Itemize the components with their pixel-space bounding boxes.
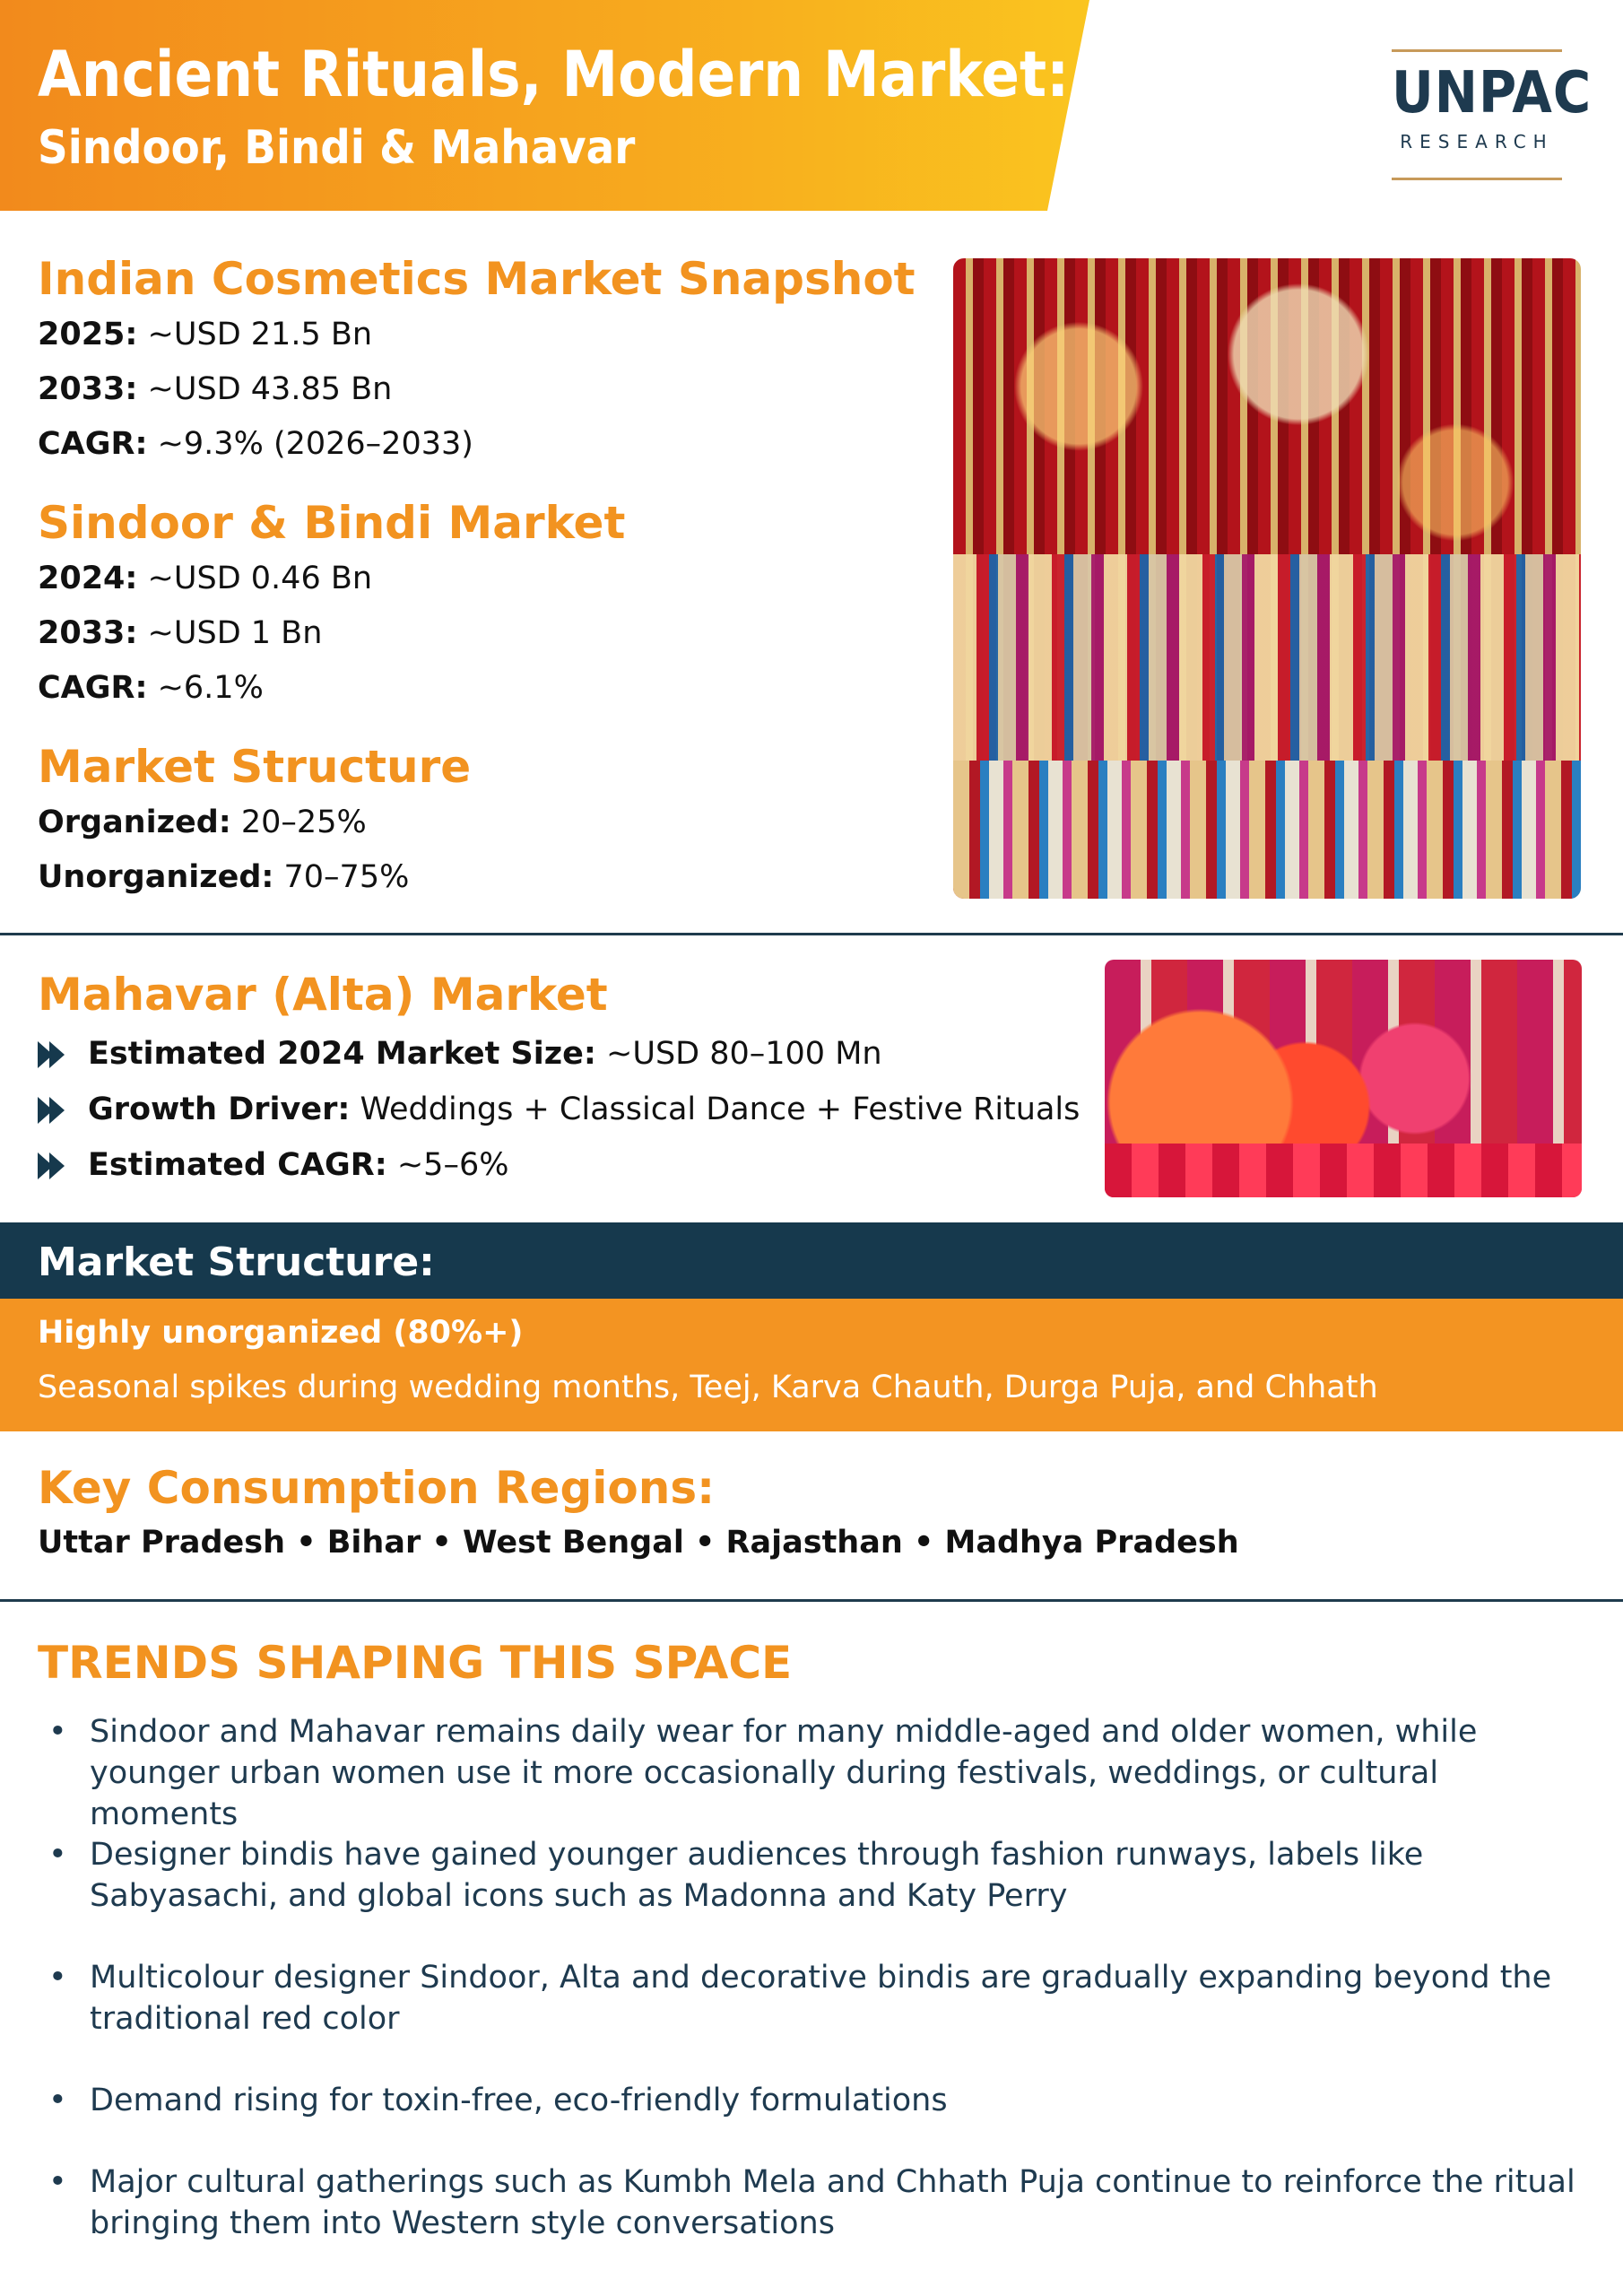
row-value: ~9.3% (2026–2033) [147,426,473,462]
mahavar-row [38,1147,508,1183]
mahavar-row [38,1091,1080,1127]
trends-title: TRENDS SHAPING THIS SPACE [38,1637,793,1689]
row-value: ~USD 1 Bn [137,615,323,651]
trend-text: Major cultural gatherings such as Kumbh Mela and Chhath Puja continue to reinforce the ritual bringing them into Western style conversations [90,2164,1575,2241]
trend-text: Multicolour designer Sindoor, Alta and decorative bindis are gradually expanding beyond the traditional red color [90,1960,1552,2037]
row-value: 70–75% [273,859,410,895]
chevron-right-icon [38,1097,68,1124]
structure-row [38,804,367,840]
bullet-icon: • [48,2164,67,2200]
sindoor-row [38,615,322,651]
row-label: CAGR: [38,426,148,462]
bullet-icon: • [48,2083,67,2118]
row-value: ~USD 43.85 Bn [137,371,393,407]
row-value: Weddings + Classical Dance + Festive Rituals [350,1091,1081,1127]
snapshot-row [38,371,392,407]
row-value: ~USD 80–100 Mn [595,1036,882,1072]
snapshot-row [38,317,372,352]
page-title: Ancient Rituals, Modern Market: [38,38,1070,111]
structure-line-1: Highly unorganized (80%+) [38,1315,524,1351]
mahavar-row [38,1036,882,1072]
sindoor-row [38,670,264,706]
unpac-logo [1392,49,1593,180]
row-label: CAGR: [38,670,148,706]
market-structure-title: Market Structure [38,741,472,793]
sindoor-row [38,561,372,596]
trend-text: Demand rising for toxin-free, eco-friendly formulations [90,2083,948,2118]
row-value: ~USD 0.46 Bn [137,561,373,596]
row-label: Estimated CAGR: [88,1147,387,1183]
structure-line-2: Seasonal spikes during wedding months, Teej, Karva Chauth, Durga Puja, and Chhath [38,1370,1378,1405]
bullet-icon: • [48,1837,67,1873]
structure-row [38,859,409,895]
row-label: Estimated 2024 Market Size: [88,1036,596,1072]
row-label: 2033: [38,615,138,651]
chevron-right-icon [38,1152,68,1179]
mahavar-title: Mahavar (Alta) Market [38,969,608,1021]
alta-jars-photo [1105,960,1582,1197]
bangle-shop-photo [953,258,1581,899]
bullet-icon: • [48,1714,67,1750]
regions-list: Uttar Pradesh • Bihar • West Bengal • Rajasthan • Madhya Pradesh [38,1525,1239,1561]
row-label: 2024: [38,561,138,596]
sindoor-bindi-title: Sindoor & Bindi Market [38,497,626,549]
row-value: ~USD 21.5 Bn [137,317,373,352]
row-value: ~5–6% [386,1147,509,1183]
row-label: 2033: [38,371,138,407]
snapshot-title: Indian Cosmetics Market Snapshot [38,253,916,305]
bullet-icon: • [48,1960,67,1996]
structure-heading: Market Structure: [38,1239,435,1285]
row-label: Organized: [38,804,231,840]
trend-text: Designer bindis have gained younger audiences through fashion runways, labels like Sabyasachi, and global icons such as Madonna and Katy Perry [90,1837,1424,1914]
chevron-right-icon [38,1041,68,1068]
trend-text: Sindoor and Mahavar remains daily wear for many middle-aged and older women, while younger urban women use it more occasionally during festivals, weddings, or cultural moments [90,1714,1478,1832]
logo-sub-text: RESEARCH [1400,131,1554,152]
logo-main-text: UNPAC [1392,60,1593,126]
section-divider [0,933,1623,935]
row-value: 20–25% [230,804,367,840]
row-label: Unorganized: [38,859,274,895]
row-label: Growth Driver: [88,1091,351,1127]
snapshot-row [38,426,473,462]
row-label: 2025: [38,317,138,352]
row-value: ~6.1% [147,670,264,706]
section-divider [0,1599,1623,1602]
regions-title: Key Consumption Regions: [38,1462,716,1514]
page-subtitle: Sindoor, Bindi & Mahavar [38,121,636,175]
